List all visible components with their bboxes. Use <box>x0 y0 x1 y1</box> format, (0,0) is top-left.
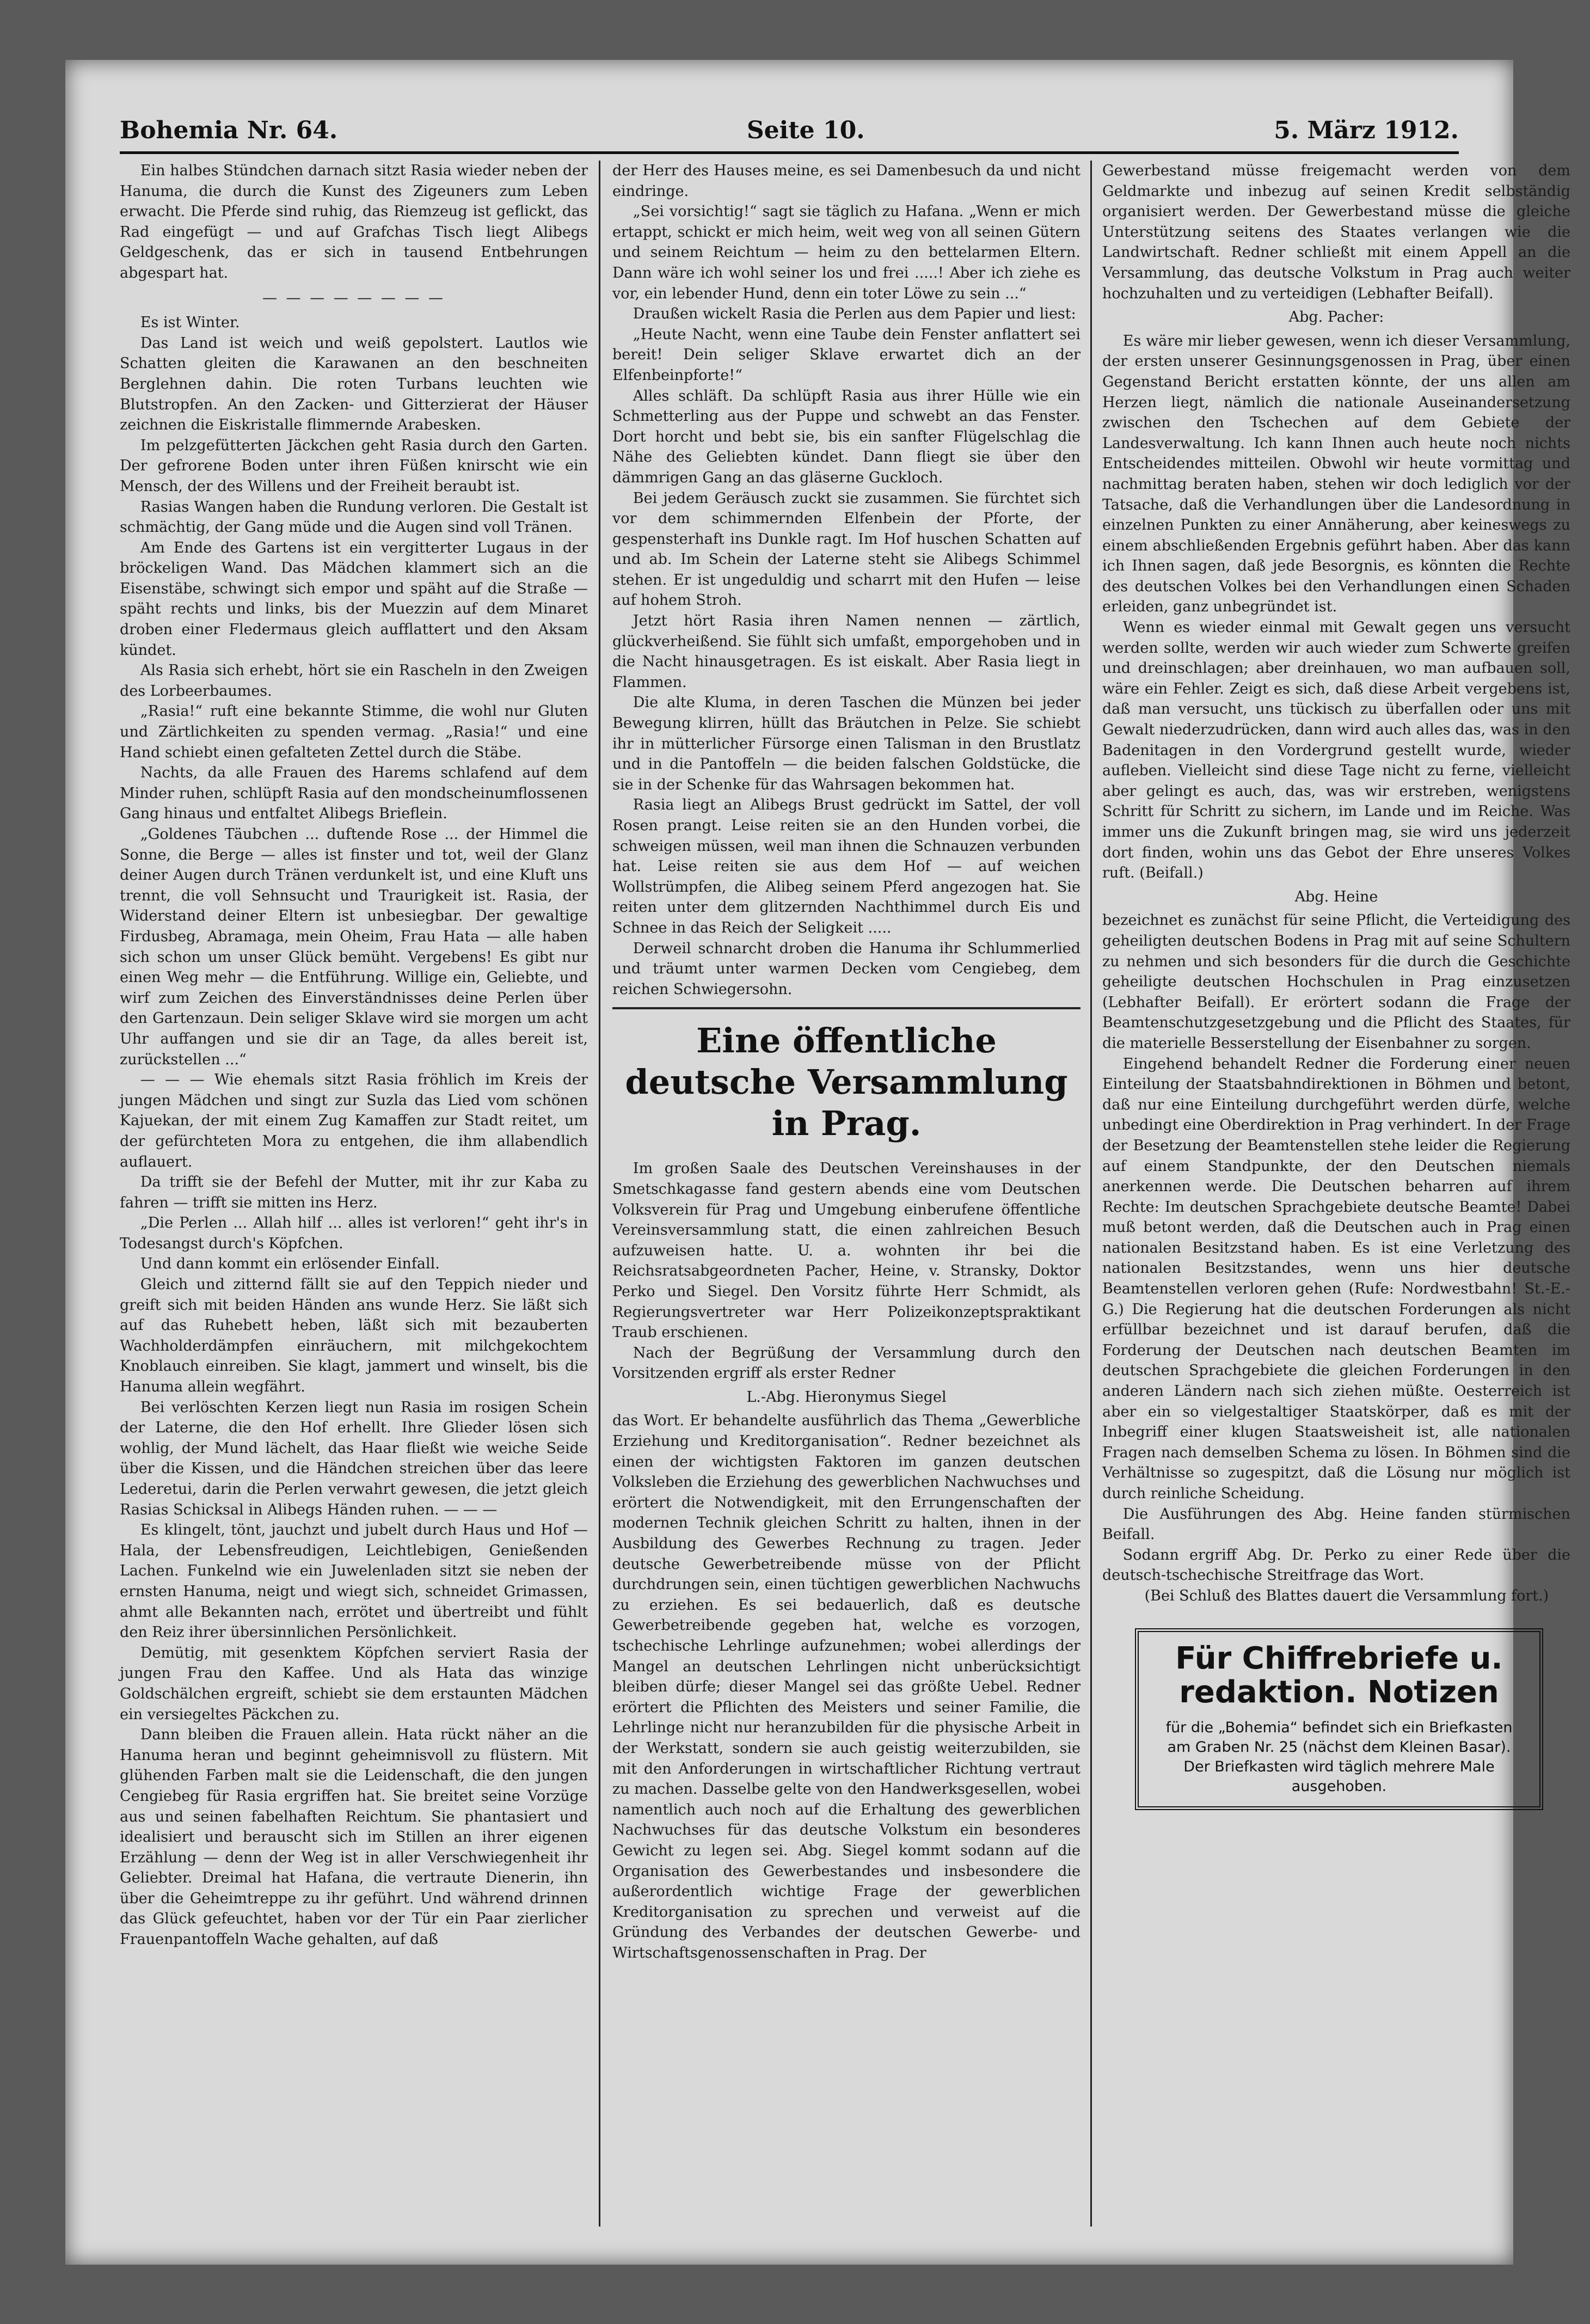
paragraph: Nachts, da alle Frauen des Harems schlafend auf dem Minder ruhen, schlüpft Rasia auf den mondscheinumflossenen Gang hinaus und entfaltet Alibegs Brieflein. <box>120 764 588 823</box>
paragraph: Rasias Wangen haben die Rundung verloren. Die Gestalt ist schmächtig, der Gang müde und die Augen sind voll Tränen. <box>120 498 588 536</box>
paragraph: Sodann ergriff Abg. Dr. Perko zu einer Rede über die deutsch-tschechische Streitfrage das Wort. <box>1102 1546 1570 1584</box>
paragraph: „Die Perlen ... Allah hilf ... alles ist verloren!“ geht ihr's in Todesangst durch's Köpfchen. <box>120 1215 588 1252</box>
advertisement-body: für die „Bohemia“ befindet sich ein Briefkasten am Graben Nr. 25 (nächst dem Kleinen Basar). Der Briefkasten wird täglich mehrere Male ausgehoben. <box>1165 1719 1513 1795</box>
paragraph: „Heute Nacht, wenn eine Taube dein Fenster anflattert sei bereit! Dein seliger Sklave erwartet dich an der Elfenbeinpforte!“ <box>612 326 1081 384</box>
header-rule <box>120 151 1459 154</box>
paragraph: Wenn es wieder einmal mit Gewalt gegen uns versucht werden sollte, werden wir auch wieder zum Schwerte greifen und dreinschlagen; aber dreinhauen, wo man aufbauen soll, wäre ein Fehler. Zeigt es sich, daß diese Arbeit vergebens ist, daß man versucht, uns tückisch zu überfallen oder uns mit Gewalt niederzudrücken, dann wird auch alles das, was in den Badenitagen in den Vordergrund gestellt wurde, wieder aufleben. Vielleicht sind diese Tage nicht zu ferne, vielleicht aber gelingt es auch, das, was wir erstreben, wenigstens Schritt für Schritt zu sichern, im Lande und im Reiche. Was immer uns die Zukunft bringen mag, sie wird uns jederzeit dort finden, wohin uns das Gebot der Ehre unseres Volkes ruft. (Beifall.) <box>1102 619 1570 882</box>
paragraph: Es wäre mir lieber gewesen, wenn ich dieser Versammlung, der ersten unserer Gesinnungsgenossen in Prag, über einen Gegenstand Bericht erstatten könnte, der uns allen am Herzen liegt, nämlich die nationale Auseinandersetzung zwischen den Tschechen auf dem Gebiete der Landesverwaltung. Ich kann Ihnen auch heute noch nichts Entscheidendes mitteilen. Obwohl wir heute vormittag und nachmittag beraten haben, stehen wir doch lediglich vor der Tatsache, daß die Verhandlungen über die Landesordnung in einzelnen Punkten zu einer Annäherung, aber keineswegs zu einem abschließenden Ergebnis geführt haben. Aber das kann ich Ihnen sagen, daß jede Besorgnis, es könnten die Rechte des deutschen Volkes bei den Verhandlungen einen Schaden erleiden, ganz unbegründet ist. <box>1102 332 1570 616</box>
editorial-note: (Bei Schluß des Blattes dauert die Versammlung fort.) <box>1144 1587 1549 1604</box>
paragraph: Nach der Begrüßung der Versammlung durch den Vorsitzenden ergriff als erster Redner <box>612 1344 1081 1382</box>
paragraph: Die alte Kluma, in deren Taschen die Münzen bei jeder Bewegung klirren, hüllt das Bräutchen in Pelze. Sie schiebt ihr in mütterlicher Fürsorge einen Talisman in den Brustlatz und in die Pantoffeln — die beiden falschen Goldstücke, die sie in der Schenke für das Wahrsagen bekommen hat. <box>612 694 1081 793</box>
paragraph: Die Ausführungen des Abg. Heine fanden stürmischen Beifall. <box>1102 1505 1570 1543</box>
column-2 <box>612 161 1081 2227</box>
paragraph: Jetzt hört Rasia ihren Namen nennen — zärtlich, glückverheißend. Sie fühlt sich umfaßt, emporgehoben und in die Nacht hinausgetragen. Es ist eiskalt. Aber Rasia liegt in Flammen. <box>612 612 1081 691</box>
column-1-story <box>120 161 588 2227</box>
advertisement-title: Für Chiffrebriefe u. redaktion. Notizen <box>1175 1640 1503 1710</box>
paragraph: Es klingelt, tönt, jauchzt und jubelt durch Haus und Hof — Hala, der Lebensfreudigen, Leichtlebigen, Genießenden Lachen. Funkelnd wie ein Juwelenladen sitzt sie neben der ernsten Hanuma, neigt und wiegt sich, schneidet Grimassen, ahmt alle Bekannten nach, errötet und übertreibt und fühlt den Reiz ihrer übersinnlichen Persönlichkeit. <box>120 1522 588 1641</box>
paragraph: Im pelzgefütterten Jäckchen geht Rasia durch den Garten. Der gefrorene Boden unter ihren Füßen knirscht wie ein Mensch, der des Willens und der Freiheit beraubt ist. <box>120 437 588 495</box>
paragraph: „Sei vorsichtig!“ sagt sie täglich zu Hafana. „Wenn er mich ertappt, schickt er mich heim, weit weg von all seinen Gütern und seinem Reichtum — heim zu den bettelarmen Eltern. Dann wäre ich wohl seiner los und frei .....! Aber ich ziehe es vor, ein lebender Hund, denn ein toter Löwe zu sein ...“ <box>612 203 1081 302</box>
paragraph: Eingehend behandelt Redner die Forderung einer neuen Einteilung der Staatsbahndirektionen in Böhmen und betont, daß nur eine Einteilung durchgeführt werden dürfe, welche unbedingt eine Oberdirektion in Prag verhindert. In der Frage der Besetzung der Beamtenstellen stehe leider die Regierung auf einem Standpunkte, der den Deutschen niemals anerkennen werde. Die Deutschen beharren auf ihrem Rechte: Im deutschen Sprachgebiete deutsche Beamte! Dabei muß betont werden, daß die Deutschen auch in Prag einen nationalen Besitzstand haben. Es ist eine Verletzung des nationalen Besitzstandes, wenn uns hier deutsche Beamtenstellen verloren gehen (Rufe: Nordwestbahn! St.-E.-G.) Die Regierung hat die deutschen Forderungen als nicht erfüllbar bezeichnet und ist darauf berufen, daß die Forderung der Deutschen nach deutschen Beamten im deutschen Sprachgebiete die gleichen Forderungen in den anderen Ländern nach sich ziehen müßte. Oesterreich ist aber ein so vielgestaltiger Staatskörper, daß es mit der Inbegriff einer klugen Staatsweisheit ist, alle nationalen Fragen nach demselben Schema zu lösen. In Böhmen sind die Verhältnisse so zugespitzt, daß die Lösung nur möglich ist durch reinliche Scheidung. <box>1102 1055 1570 1502</box>
paragraph: Das Land ist weich und weiß gepolstert. Lautlos wie Schatten gleiten die Karawanen an den beschneiten Berglehnen dahin. Die roten Turbans leuchten wie Blutstropfen. An den Zacken- und Gitterzierat der Häuser zeichnen die Eiskristalle flimmernde Arabesken. <box>120 334 588 434</box>
column-divider <box>599 161 600 2227</box>
speaker-heading: L.-Abg. Hieronymus Siegel <box>746 1388 947 1406</box>
paragraph: „Goldenes Täubchen ... duftende Rose ... der Himmel die Sonne, die Berge — alles ist finster und tot, weil der Glanz deiner Augen durch Tränen verdunkelt ist, und eine Kluft uns trennt, die voll Sehnsucht und Traurigkeit ist. Rasia, der Widerstand deiner Eltern ist unbesiegbar. Der gewaltige Firdusbeg, Abramaga, mein Oheim, Frau Hata — alle haben sich schon um unser Glück bemüht. Vergebens! Es gibt nur einen Weg mehr — die Entführung. Willige ein, Geliebte, und wirf zum Zeichen des Einverständnisses deine Perlen über den Gartenzaun. Dein seliger Sklave wird sie morgen um acht Uhr auffangen und sie dir an Tage, da alles bereit ist, zurückstellen ...“ <box>120 826 588 1068</box>
page-header <box>120 112 1459 144</box>
column-divider <box>1090 161 1092 2227</box>
paragraph: Da trifft sie der Befehl der Mutter, mit ihr zur Kaba zu fahren — trifft sie mitten ins Herz. <box>120 1174 588 1211</box>
paragraph: Gewerbestand müsse freigemacht werden von dem Geldmarkte und inbezug auf seinen Kredit selbständig organisiert werden. Der Gewerbestand müsse die gleiche Unterstützung seitens des Staates verlangen wie die Landwirtschaft. Redner schließt mit einem Appell an die Versammlung, das deutsche Volkstum in Prag auch weiter hochzuhalten und zu verteidigen (Lebhafter Beifall). <box>1102 162 1570 302</box>
paragraph: bezeichnet es zunächst für seine Pflicht, die Verteidigung des geheiligten deutschen Bodens in Prag mit auf seine Schultern zu nehmen und sich besonders für die durch die Geschichte geheiligte deutschen Hochschulen in Prag einzusetzen (Lebhafter Beifall). Er erörtert sodann die Frage der Beamtenschutzgesetzgebung und die Pflicht des Staates, für die materielle Besserstellung der Eisenbahner zu sorgen. <box>1102 912 1570 1052</box>
advertisement-box <box>1135 1628 1543 1810</box>
paragraph: Draußen wickelt Rasia die Perlen aus dem Papier und liest: <box>633 305 1076 323</box>
paragraph: Und dann kommt ein erlösender Einfall. <box>140 1255 440 1273</box>
paragraph: — — — Wie ehemals sitzt Rasia fröhlich im Kreis der jungen Mädchen und singt zur Suzla das Lied vom schönen Kajuekan, der mit einem Zug Kamaffen zur Stadt reitet, um der gefürchteten Mora zu entgehen, die ihm allabendlich auflauert. <box>120 1071 588 1170</box>
article-rule <box>612 1007 1081 1009</box>
paragraph: Bei verlöschten Kerzen liegt nun Rasia im rosigen Schein der Laterne, die den Hof erhellt. Ihre Glieder lösen sich wohlig, der Mund lächelt, das Haar fließt wie weiche Seide über die Kissen, und die Händchen streichen über das leere Lederetui, darin die Perlen verwahrt gewesen, die jetzt gleich Rasias Schicksal in Alibegs Händen ruhen. — — — <box>120 1399 588 1518</box>
paragraph: der Herr des Hauses meine, es sei Damenbesuch da und nicht eindringe. <box>612 162 1081 200</box>
paragraph: Am Ende des Gartens ist ein vergitterter Lugaus in der bröckeligen Wand. Das Mädchen klammert sich an die Eisenstäbe, schwingt sich empor und späht auf die Straße — späht rechts und links, bis der Muezzin auf dem Minaret droben einer Fledermaus gleich aufflattert und den Aksam kündet. <box>120 539 588 659</box>
paragraph: Ein halbes Stündchen darnach sitzt Rasia wieder neben der Hanuma, die durch die Kunst des Zigeuners zum Leben erwacht. Die Pferde sind ruhig, das Riemzeug ist geflickt, das Rad eingefügt — und auf Grafchas Tisch liegt Alibegs Geldgeschenk, das er sich in tausend Entbehrungen abgespart hat. <box>120 162 588 281</box>
speaker-heading: Abg. Heine <box>1294 888 1378 905</box>
paragraph: das Wort. Er behandelte ausführlich das Thema „Gewerbliche Erziehung und Kreditorganisation“. Redner bezeichnet als einen der wichtigsten Faktoren im ganzen deutschen Volksleben die Erziehung des gewerblichen Nachwuchses und erörtert die Notwendigkeit, mit den Errungenschaften der modernen Technik gleichen Schritt zu halten, ihnen in der Ausbildung des Gewerbes Rechnung zu tragen. Jeder deutsche Gewerbetreibende müsse von der Pflicht durchdrungen sein, einen tüchtigen gewerblichen Nachwuchs zu erziehen. Es sei bedauerlich, daß es deutsche Gewerbetreibende gegeben hat, welche es vorzogen, tschechische Lehrlinge aufzunehmen; wobei allerdings der Mangel an deutschen Lehrlingen nicht unberücksichtigt bleiben dürfe; dieser Mangel sei das größte Uebel. Redner erörtert die Pflichten des Meisters und seiner Familie, die Lehrlinge nicht nur heranzubilden für die physische Arbeit in der Werkstatt, sondern sie auch geistig weiterzubilden, sie mit den Anforderungen in wirtschaftlicher Richtung vertraut zu machen. Dasselbe gelte von den Handwerksgesellen, wobei namentlich auch noch auf die Erhaltung des gewerblichen Nachwuchses für das deutsche Volkstum ein besonderes Gewicht zu legen sei. Abg. Siegel kommt sodann auf die Organisation des Gewerbestandes und insbesondere die außerordentlich wichtige Frage der gewerblichen Kreditorganisation zu sprechen und verweist auf die Gründung des Verbandes der deutschen Gewerbe- und Wirtschaftsgenossenschaften in Prag. Der <box>612 1412 1081 1961</box>
paragraph: Gleich und zitternd fällt sie auf den Teppich nieder und greift sich mit beiden Händen ans wunde Herz. Sie läßt sich auf das Ruhebett heben, läßt sich mit bezauberten Wachholderdämpfen einräuchern, mit milchgekochtem Knoblauch einreiben. Sie klagt, jammert und winselt, bis die Hanuma allein wegfährt. <box>120 1276 588 1396</box>
paragraph: Alles schläft. Da schlüpft Rasia aus ihrer Hülle wie ein Schmetterling aus der Puppe und schwebt an das Fenster. Dort horcht und bebt sie, bis ein sanfter Flügelschlag die Nähe des Geliebten kündet. Dann fliegt sie über den dämmrigen Gang an das gläserne Guckloch. <box>612 387 1081 486</box>
paragraph: Im großen Saale des Deutschen Vereinshauses in der Smetschkagasse fand gestern abends eine vom Deutschen Volksverein für Prag und Umgebung einberufene öffentliche Vereinsversammlung statt, die einen zahlreichen Besuch aufzuweisen hatte. U. a. wohnten ihr bei die Reichsratsabgeordneten Pacher, Heine, v. Stransky, Doktor Perko und Siegel. Den Vorsitz führte Herr Schmidt, als Regierungsvertreter war Herr Polizeikonzeptspraktikant Traub erschienen. <box>612 1160 1081 1341</box>
paragraph: Derweil schnarcht droben die Hanuma ihr Schlummerlied und träumt unter warmen Decken vom Cengiebeg, dem reichen Schwiegersohn. <box>612 940 1081 998</box>
paragraph: Es ist Winter. <box>140 314 240 332</box>
article-headline: Eine öffentliche deutsche Versammlung in Prag. <box>625 1021 1068 1144</box>
paragraph: „Rasia!“ ruft eine bekannte Stimme, die wohl nur Gluten und Zärtlichkeiten zu spenden vermag. „Rasia!“ und eine Hand schiebt einen gefalteten Zettel durch die Stäbe. <box>120 703 588 761</box>
paragraph: Dann bleiben die Frauen allein. Hata rückt näher an die Hanuma heran und beginnt geheimnisvoll zu flüstern. Mit glühenden Farben malt sie die Leidenschaft, die den jungen Cengiebeg für Rasia ergriffen hat. Sie breitet seine Vorzüge aus und seinen fabelhaften Reichtum. Sie phantasiert und idealisiert und berauscht sich im Stillen an ihrer eigenen Erzählung — denn der Weg ist in aller Verschwiegenheit ihr Geliebter. Dreimal hat Hafana, die vertraute Dienerin, ihn über die Geheimtreppe zu ihr geführt. Und während drinnen das Glück gefeuchtet, haben vor der Tür ein Paar zierlicher Frauenpantoffeln Wache gehalten, auf daß <box>120 1726 588 1948</box>
header-date: 5. März 1912. <box>1274 116 1459 144</box>
paragraph: Demütig, mit gesenktem Köpfchen serviert Rasia der jungen Frau den Kaffee. Und als Hata das winzige Goldschälchen ergreift, schiebt sie dem erstaunten Mädchen ein versiegeltes Päckchen zu. <box>120 1644 588 1723</box>
paragraph: Als Rasia sich erhebt, hört sie ein Rascheln in den Zweigen des Lorbeerbaumes. <box>120 662 588 700</box>
header-issue: Bohemia Nr. 64. <box>120 116 338 144</box>
speaker-heading: Abg. Pacher: <box>1288 309 1384 326</box>
newspaper-page <box>65 60 1570 2265</box>
paragraph: Rasia liegt an Alibegs Brust gedrückt im Sattel, der voll Rosen prangt. Leise reiten sie an den Hunden vorbei, die schweigen müssen, weil man ihnen die Schnauzen verbunden hat. Leise reiten sie aus dem Hof — auf weichen Wollstrümpfen, die Alibeg seinem Pferd angezogen hat. Sie reiten unter dem glitzernden Nachthimmel durch Eis und Schnee in das Reich der Seligkeit ..... <box>612 796 1081 936</box>
header-page-number: Seite 10. <box>746 116 865 144</box>
column-3 <box>1102 161 1570 2227</box>
section-separator: — — — — — — — — <box>262 289 446 306</box>
paragraph: Bei jedem Geräusch zuckt sie zusammen. Sie fürchtet sich vor dem schimmernden Elfenbein der Pforte, der gespensterhaft ins Dunkle ragt. Im Hof huschen Schatten auf und ab. Im Schein der Laterne steht sie Alibegs Schimmel stehen. Er ist ungeduldig und scharrt mit den Hufen — leise auf hohem Stroh. <box>612 489 1081 609</box>
